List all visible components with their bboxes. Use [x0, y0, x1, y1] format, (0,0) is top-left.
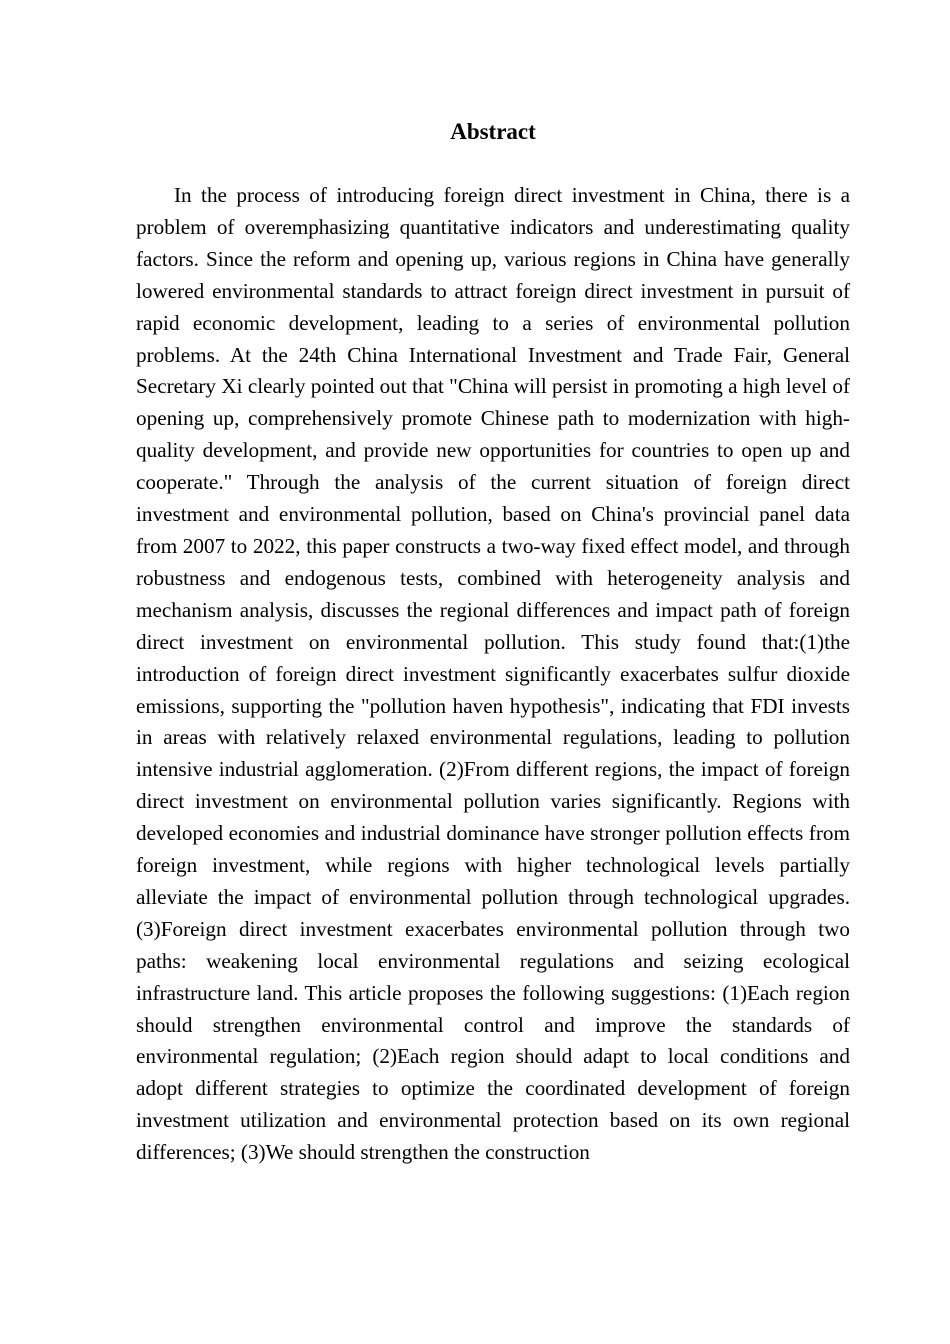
- abstract-paragraph: In the process of introducing foreign direct investment in China, there is a problem of overemphasizing quantitative indicators and underestimating quality factors. Since the reform and opening up, various regions in China have generally lowered environmental standards to attract foreign direct investment in pursuit of rapid economic development, leading to a series of environmental pollution problems. At the 24th China International Investment and Trade Fair, General Secretary Xi clearly pointed out that "China will persist in promoting a high level of opening up, comprehensively promote Chinese path to modernization with high-quality development, and provide new opportunities for countries to open up and cooperate." Through the analysis of the current situation of foreign direct investment and environmental pollution, based on China's provincial panel data from 2007 to 2022, this paper constructs a two-way fixed effect model, and through robustness and endogenous tests, combined with heterogeneity analysis and mechanism analysis, discusses the regional differences and impact path of foreign direct investment on environmental pollution. This study found that:(1)the introduction of foreign direct investment significantly exacerbates sulfur dioxide emissions, supporting the "pollution haven hypothesis", indicating that FDI invests in areas with relatively relaxed environmental regulations, leading to pollution intensive industrial agglomeration. (2)From different regions, the impact of foreign direct investment on environmental pollution varies significantly. Regions with developed economies and industrial dominance have stronger pollution effects from foreign investment, while regions with higher technological levels partially alleviate the impact of environmental pollution through technological upgrades. (3)Foreign direct investment exacerbates environmental pollution through two paths: weakening local environmental regulations and seizing ecological infrastructure land. This article proposes the following suggestions: (1)Each region should strengthen environmental control and improve the standards of environmental regulation; (2)Each region should adapt to local conditions and adopt different strategies to optimize the coordinated development of foreign investment utilization and environmental protection based on its own regional differences; (3)We should strengthen the construction: [136, 183, 850, 1165]
- abstract-title: Abstract: [450, 119, 536, 144]
